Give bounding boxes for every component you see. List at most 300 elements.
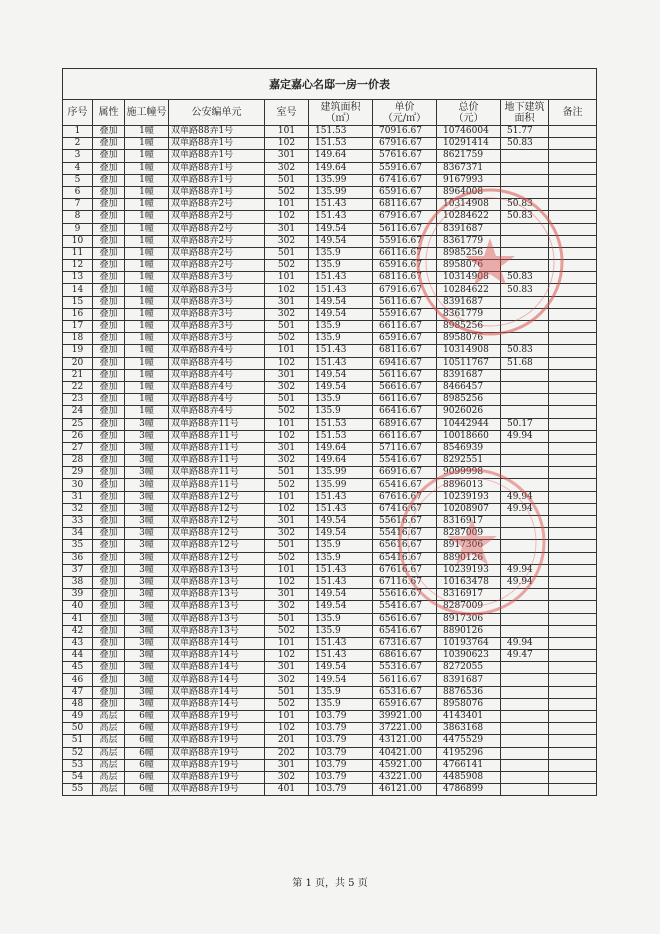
cell-price: 66116.67 bbox=[373, 430, 437, 442]
table-row bbox=[63, 260, 597, 272]
cell-room: 502 bbox=[265, 552, 309, 564]
cell-note bbox=[549, 455, 597, 467]
table-row bbox=[63, 491, 597, 503]
cell-basement: 49.94 bbox=[501, 637, 549, 649]
cell-unit: 双单路88弄4号 bbox=[169, 406, 265, 418]
table-row bbox=[63, 394, 597, 406]
table-row bbox=[63, 589, 597, 601]
table-row bbox=[63, 747, 597, 759]
cell-note bbox=[549, 308, 597, 320]
cell-total: 8917306 bbox=[437, 540, 501, 552]
cell-area: 151.53 bbox=[309, 430, 373, 442]
cell-seq: 23 bbox=[63, 394, 93, 406]
cell-area: 135.9 bbox=[309, 333, 373, 345]
cell-price: 68116.67 bbox=[373, 345, 437, 357]
cell-room: 501 bbox=[265, 394, 309, 406]
cell-note bbox=[549, 735, 597, 747]
cell-total: 8958076 bbox=[437, 260, 501, 272]
cell-basement: 51.68 bbox=[501, 357, 549, 369]
cell-basement bbox=[501, 394, 549, 406]
cell-seq: 28 bbox=[63, 455, 93, 467]
cell-total: 8361779 bbox=[437, 308, 501, 320]
cell-building: 1幢 bbox=[125, 162, 169, 174]
table-row bbox=[63, 345, 597, 357]
cell-total: 10284622 bbox=[437, 211, 501, 223]
cell-basement bbox=[501, 296, 549, 308]
cell-seq: 19 bbox=[63, 345, 93, 357]
cell-price: 67916.67 bbox=[373, 211, 437, 223]
cell-room: 102 bbox=[265, 576, 309, 588]
cell-price: 55416.67 bbox=[373, 528, 437, 540]
cell-seq: 41 bbox=[63, 613, 93, 625]
cell-total: 8287009 bbox=[437, 528, 501, 540]
cell-room: 302 bbox=[265, 381, 309, 393]
cell-unit: 双单路88弄19号 bbox=[169, 771, 265, 783]
cell-price: 56116.67 bbox=[373, 369, 437, 381]
cell-attr: 叠加 bbox=[93, 345, 125, 357]
cell-seq: 20 bbox=[63, 357, 93, 369]
header-unit: 公安编单元 bbox=[169, 100, 265, 126]
table-row bbox=[63, 138, 597, 150]
cell-room: 502 bbox=[265, 333, 309, 345]
cell-note bbox=[549, 601, 597, 613]
cell-seq: 40 bbox=[63, 601, 93, 613]
table-row bbox=[63, 455, 597, 467]
cell-attr: 叠加 bbox=[93, 576, 125, 588]
cell-basement bbox=[501, 589, 549, 601]
cell-seq: 51 bbox=[63, 735, 93, 747]
cell-room: 502 bbox=[265, 406, 309, 418]
cell-area: 103.79 bbox=[309, 747, 373, 759]
cell-area: 149.54 bbox=[309, 662, 373, 674]
cell-total: 4475529 bbox=[437, 735, 501, 747]
cell-price: 65916.67 bbox=[373, 698, 437, 710]
cell-attr: 高层 bbox=[93, 759, 125, 771]
cell-building: 1幢 bbox=[125, 211, 169, 223]
header-area bbox=[309, 100, 373, 126]
cell-total: 8964008 bbox=[437, 186, 501, 198]
cell-attr: 高层 bbox=[93, 784, 125, 796]
cell-basement bbox=[501, 552, 549, 564]
table-row bbox=[63, 540, 597, 552]
cell-area: 135.9 bbox=[309, 613, 373, 625]
cell-room: 301 bbox=[265, 442, 309, 454]
cell-total: 9026026 bbox=[437, 406, 501, 418]
cell-total: 8391687 bbox=[437, 674, 501, 686]
cell-building: 6幢 bbox=[125, 711, 169, 723]
cell-basement bbox=[501, 625, 549, 637]
cell-unit: 双单路88弄3号 bbox=[169, 333, 265, 345]
cell-room: 102 bbox=[265, 357, 309, 369]
table-row bbox=[63, 674, 597, 686]
cell-area: 151.43 bbox=[309, 564, 373, 576]
cell-room: 201 bbox=[265, 735, 309, 747]
cell-seq: 45 bbox=[63, 662, 93, 674]
cell-basement bbox=[501, 771, 549, 783]
cell-building: 3幢 bbox=[125, 613, 169, 625]
cell-total: 10208907 bbox=[437, 503, 501, 515]
header-building: 施工幢号 bbox=[125, 100, 169, 126]
cell-note bbox=[549, 345, 597, 357]
cell-room: 502 bbox=[265, 260, 309, 272]
cell-building: 1幢 bbox=[125, 223, 169, 235]
cell-note bbox=[549, 516, 597, 528]
table-row bbox=[63, 247, 597, 259]
cell-room: 302 bbox=[265, 308, 309, 320]
cell-basement bbox=[501, 516, 549, 528]
cell-seq: 15 bbox=[63, 296, 93, 308]
cell-basement bbox=[501, 467, 549, 479]
cell-area: 149.54 bbox=[309, 235, 373, 247]
cell-note bbox=[549, 138, 597, 150]
cell-seq: 6 bbox=[63, 186, 93, 198]
cell-note bbox=[549, 747, 597, 759]
cell-room: 501 bbox=[265, 174, 309, 186]
cell-basement bbox=[501, 321, 549, 333]
cell-area: 151.43 bbox=[309, 576, 373, 588]
cell-attr: 叠加 bbox=[93, 442, 125, 454]
cell-building: 6幢 bbox=[125, 784, 169, 796]
cell-area: 135.99 bbox=[309, 467, 373, 479]
cell-room: 302 bbox=[265, 601, 309, 613]
cell-basement bbox=[501, 528, 549, 540]
cell-price: 66116.67 bbox=[373, 247, 437, 259]
cell-area: 151.43 bbox=[309, 491, 373, 503]
cell-total: 10314908 bbox=[437, 199, 501, 211]
cell-building: 1幢 bbox=[125, 296, 169, 308]
cell-attr: 叠加 bbox=[93, 162, 125, 174]
cell-attr: 叠加 bbox=[93, 625, 125, 637]
cell-total: 10314908 bbox=[437, 272, 501, 284]
cell-room: 102 bbox=[265, 650, 309, 662]
header-room: 室号 bbox=[265, 100, 309, 126]
cell-area: 135.9 bbox=[309, 394, 373, 406]
table-row bbox=[63, 442, 597, 454]
cell-unit: 双单路88弄11号 bbox=[169, 467, 265, 479]
cell-area: 103.79 bbox=[309, 784, 373, 796]
cell-building: 3幢 bbox=[125, 540, 169, 552]
cell-unit: 双单路88弄14号 bbox=[169, 686, 265, 698]
table-row bbox=[63, 126, 597, 138]
cell-attr: 叠加 bbox=[93, 589, 125, 601]
header-basement: 地下建筑面积 bbox=[501, 100, 549, 126]
cell-building: 1幢 bbox=[125, 150, 169, 162]
cell-area: 149.54 bbox=[309, 308, 373, 320]
cell-seq: 25 bbox=[63, 418, 93, 430]
cell-seq: 17 bbox=[63, 321, 93, 333]
cell-area: 151.43 bbox=[309, 637, 373, 649]
cell-attr: 叠加 bbox=[93, 247, 125, 259]
cell-seq: 18 bbox=[63, 333, 93, 345]
cell-note bbox=[549, 235, 597, 247]
cell-room: 101 bbox=[265, 637, 309, 649]
cell-basement bbox=[501, 698, 549, 710]
cell-attr: 叠加 bbox=[93, 406, 125, 418]
cell-basement bbox=[501, 369, 549, 381]
cell-total: 10390623 bbox=[437, 650, 501, 662]
cell-room: 302 bbox=[265, 674, 309, 686]
cell-area: 149.54 bbox=[309, 296, 373, 308]
cell-seq: 9 bbox=[63, 223, 93, 235]
cell-room: 301 bbox=[265, 296, 309, 308]
cell-basement bbox=[501, 308, 549, 320]
cell-note bbox=[549, 357, 597, 369]
cell-note bbox=[549, 625, 597, 637]
cell-price: 67916.67 bbox=[373, 138, 437, 150]
cell-unit: 双单路88弄19号 bbox=[169, 735, 265, 747]
table-row bbox=[63, 564, 597, 576]
table-row bbox=[63, 759, 597, 771]
cell-unit: 双单路88弄14号 bbox=[169, 662, 265, 674]
cell-price: 68616.67 bbox=[373, 650, 437, 662]
cell-seq: 47 bbox=[63, 686, 93, 698]
cell-attr: 叠加 bbox=[93, 150, 125, 162]
cell-note bbox=[549, 284, 597, 296]
cell-note bbox=[549, 296, 597, 308]
cell-building: 3幢 bbox=[125, 455, 169, 467]
table-title: 嘉定嘉心名邸一房一价表 bbox=[63, 69, 597, 100]
cell-seq: 32 bbox=[63, 503, 93, 515]
cell-seq: 26 bbox=[63, 430, 93, 442]
cell-price: 55916.67 bbox=[373, 235, 437, 247]
cell-price: 65916.67 bbox=[373, 186, 437, 198]
cell-room: 501 bbox=[265, 540, 309, 552]
cell-attr: 叠加 bbox=[93, 674, 125, 686]
cell-building: 1幢 bbox=[125, 357, 169, 369]
cell-basement bbox=[501, 186, 549, 198]
cell-unit: 双单路88弄12号 bbox=[169, 528, 265, 540]
table-row bbox=[63, 698, 597, 710]
cell-room: 302 bbox=[265, 771, 309, 783]
cell-area: 135.99 bbox=[309, 479, 373, 491]
header-price bbox=[373, 100, 437, 126]
cell-building: 1幢 bbox=[125, 174, 169, 186]
cell-unit: 双单路88弄4号 bbox=[169, 381, 265, 393]
cell-total: 10291414 bbox=[437, 138, 501, 150]
cell-building: 3幢 bbox=[125, 552, 169, 564]
cell-attr: 叠加 bbox=[93, 369, 125, 381]
cell-attr: 高层 bbox=[93, 747, 125, 759]
table-row bbox=[63, 199, 597, 211]
cell-price: 65416.67 bbox=[373, 479, 437, 491]
cell-area: 135.99 bbox=[309, 174, 373, 186]
cell-room: 301 bbox=[265, 369, 309, 381]
cell-area: 151.43 bbox=[309, 357, 373, 369]
table-row bbox=[63, 516, 597, 528]
cell-note bbox=[549, 333, 597, 345]
cell-area: 151.53 bbox=[309, 126, 373, 138]
cell-total: 8316917 bbox=[437, 589, 501, 601]
cell-area: 151.43 bbox=[309, 284, 373, 296]
table-row bbox=[63, 150, 597, 162]
cell-building: 1幢 bbox=[125, 235, 169, 247]
cell-price: 67116.67 bbox=[373, 576, 437, 588]
cell-total: 8985256 bbox=[437, 247, 501, 259]
cell-attr: 叠加 bbox=[93, 686, 125, 698]
cell-attr: 叠加 bbox=[93, 698, 125, 710]
cell-area: 149.64 bbox=[309, 150, 373, 162]
cell-price: 65416.67 bbox=[373, 625, 437, 637]
cell-attr: 叠加 bbox=[93, 503, 125, 515]
cell-room: 102 bbox=[265, 503, 309, 515]
table-row bbox=[63, 601, 597, 613]
cell-area: 151.43 bbox=[309, 345, 373, 357]
cell-unit: 双单路88弄11号 bbox=[169, 479, 265, 491]
cell-price: 43221.00 bbox=[373, 771, 437, 783]
cell-seq: 3 bbox=[63, 150, 93, 162]
cell-seq: 30 bbox=[63, 479, 93, 491]
price-table bbox=[62, 68, 597, 796]
cell-area: 135.9 bbox=[309, 247, 373, 259]
cell-unit: 双单路88弄11号 bbox=[169, 455, 265, 467]
header-area-label: 建筑面积 bbox=[320, 101, 361, 113]
cell-note bbox=[549, 272, 597, 284]
cell-note bbox=[549, 260, 597, 272]
cell-basement: 51.77 bbox=[501, 126, 549, 138]
cell-building: 3幢 bbox=[125, 479, 169, 491]
cell-attr: 叠加 bbox=[93, 321, 125, 333]
cell-price: 65316.67 bbox=[373, 686, 437, 698]
cell-note bbox=[549, 552, 597, 564]
cell-unit: 双单路88弄13号 bbox=[169, 576, 265, 588]
table-row bbox=[63, 357, 597, 369]
table-row bbox=[63, 174, 597, 186]
table-row bbox=[63, 503, 597, 515]
cell-note bbox=[549, 321, 597, 333]
cell-area: 149.64 bbox=[309, 455, 373, 467]
cell-basement: 50.83 bbox=[501, 345, 549, 357]
table-row bbox=[63, 430, 597, 442]
cell-unit: 双单路88弄2号 bbox=[169, 247, 265, 259]
cell-building: 6幢 bbox=[125, 747, 169, 759]
cell-building: 3幢 bbox=[125, 674, 169, 686]
cell-seq: 53 bbox=[63, 759, 93, 771]
cell-unit: 双单路88弄1号 bbox=[169, 150, 265, 162]
cell-total: 8958076 bbox=[437, 698, 501, 710]
cell-note bbox=[549, 199, 597, 211]
cell-price: 65616.67 bbox=[373, 613, 437, 625]
cell-note bbox=[549, 650, 597, 662]
cell-basement: 50.83 bbox=[501, 272, 549, 284]
cell-room: 102 bbox=[265, 211, 309, 223]
cell-room: 302 bbox=[265, 235, 309, 247]
cell-seq: 8 bbox=[63, 211, 93, 223]
cell-price: 37221.00 bbox=[373, 723, 437, 735]
cell-note bbox=[549, 394, 597, 406]
cell-unit: 双单路88弄1号 bbox=[169, 162, 265, 174]
table-row bbox=[63, 479, 597, 491]
cell-building: 6幢 bbox=[125, 759, 169, 771]
cell-unit: 双单路88弄12号 bbox=[169, 516, 265, 528]
cell-note bbox=[549, 211, 597, 223]
cell-unit: 双单路88弄19号 bbox=[169, 723, 265, 735]
cell-building: 1幢 bbox=[125, 333, 169, 345]
cell-total: 8890126 bbox=[437, 625, 501, 637]
cell-seq: 43 bbox=[63, 637, 93, 649]
cell-building: 3幢 bbox=[125, 698, 169, 710]
cell-room: 101 bbox=[265, 272, 309, 284]
cell-area: 151.43 bbox=[309, 503, 373, 515]
table-row bbox=[63, 735, 597, 747]
cell-note bbox=[549, 759, 597, 771]
cell-total: 10511767 bbox=[437, 357, 501, 369]
cell-total: 8890126 bbox=[437, 552, 501, 564]
table-row bbox=[63, 321, 597, 333]
cell-unit: 双单路88弄14号 bbox=[169, 674, 265, 686]
cell-area: 149.64 bbox=[309, 162, 373, 174]
cell-building: 1幢 bbox=[125, 381, 169, 393]
cell-total: 8876536 bbox=[437, 686, 501, 698]
cell-seq: 35 bbox=[63, 540, 93, 552]
cell-room: 502 bbox=[265, 479, 309, 491]
cell-basement bbox=[501, 406, 549, 418]
cell-building: 6幢 bbox=[125, 723, 169, 735]
cell-note bbox=[549, 698, 597, 710]
cell-basement: 49.94 bbox=[501, 430, 549, 442]
cell-price: 65916.67 bbox=[373, 260, 437, 272]
cell-unit: 双单路88弄12号 bbox=[169, 503, 265, 515]
cell-building: 1幢 bbox=[125, 126, 169, 138]
table-row bbox=[63, 211, 597, 223]
cell-total: 8621759 bbox=[437, 150, 501, 162]
cell-note bbox=[549, 406, 597, 418]
cell-building: 3幢 bbox=[125, 650, 169, 662]
cell-basement: 49.94 bbox=[501, 503, 549, 515]
cell-seq: 27 bbox=[63, 442, 93, 454]
header-total-label: 总价 bbox=[458, 101, 479, 113]
cell-attr: 叠加 bbox=[93, 126, 125, 138]
cell-price: 55316.67 bbox=[373, 662, 437, 674]
cell-building: 1幢 bbox=[125, 406, 169, 418]
cell-room: 202 bbox=[265, 747, 309, 759]
cell-basement bbox=[501, 601, 549, 613]
cell-price: 55916.67 bbox=[373, 308, 437, 320]
cell-building: 1幢 bbox=[125, 394, 169, 406]
cell-note bbox=[549, 613, 597, 625]
cell-room: 101 bbox=[265, 126, 309, 138]
cell-attr: 叠加 bbox=[93, 637, 125, 649]
cell-basement: 50.17 bbox=[501, 418, 549, 430]
cell-seq: 48 bbox=[63, 698, 93, 710]
cell-seq: 10 bbox=[63, 235, 93, 247]
cell-basement bbox=[501, 662, 549, 674]
cell-total: 10442944 bbox=[437, 418, 501, 430]
cell-building: 3幢 bbox=[125, 601, 169, 613]
cell-unit: 双单路88弄2号 bbox=[169, 235, 265, 247]
cell-area: 151.53 bbox=[309, 138, 373, 150]
cell-unit: 双单路88弄12号 bbox=[169, 552, 265, 564]
cell-basement bbox=[501, 150, 549, 162]
cell-unit: 双单路88弄2号 bbox=[169, 260, 265, 272]
cell-attr: 叠加 bbox=[93, 613, 125, 625]
cell-total: 8391687 bbox=[437, 296, 501, 308]
cell-unit: 双单路88弄14号 bbox=[169, 637, 265, 649]
cell-basement bbox=[501, 442, 549, 454]
cell-price: 68916.67 bbox=[373, 418, 437, 430]
cell-area: 149.54 bbox=[309, 369, 373, 381]
cell-note bbox=[549, 174, 597, 186]
cell-area: 135.9 bbox=[309, 321, 373, 333]
cell-basement: 49.47 bbox=[501, 650, 549, 662]
cell-attr: 叠加 bbox=[93, 223, 125, 235]
cell-room: 501 bbox=[265, 686, 309, 698]
cell-room: 102 bbox=[265, 284, 309, 296]
cell-unit: 双单路88弄2号 bbox=[169, 223, 265, 235]
cell-seq: 11 bbox=[63, 247, 93, 259]
cell-seq: 16 bbox=[63, 308, 93, 320]
table-row bbox=[63, 552, 597, 564]
cell-total: 4485908 bbox=[437, 771, 501, 783]
